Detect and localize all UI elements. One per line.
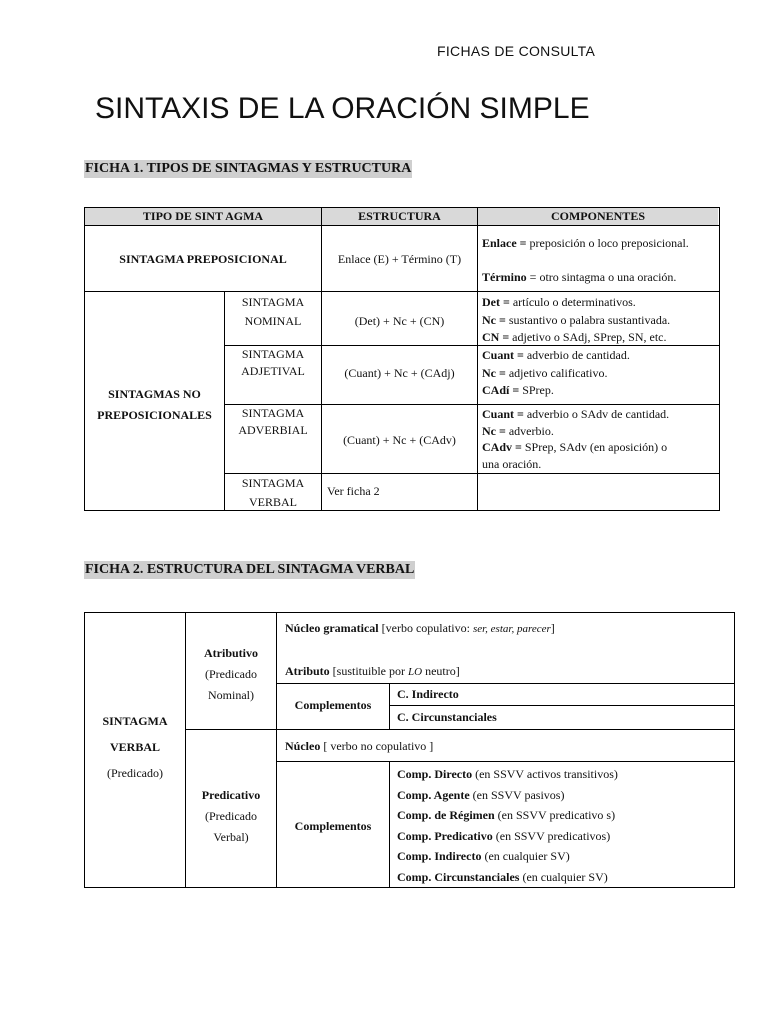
col-divider xyxy=(389,761,390,887)
list-item: Comp. Predicativo (en SSVV predicativos) xyxy=(397,828,611,843)
atributivo-label: Atributivo (Predicado Nominal) xyxy=(204,646,258,702)
row-divider xyxy=(389,705,734,706)
list-item: Comp. Indirecto (en cualquier SV) xyxy=(397,849,570,863)
atr-comp-indirecto: C. Indirecto xyxy=(397,687,459,701)
col-divider xyxy=(276,612,277,887)
page-title: SINTAXIS DE LA ORACIÓN SIMPLE xyxy=(95,92,590,125)
list-item: Comp. de Régimen (en SSVV predicativo s) xyxy=(397,808,616,822)
predicativo-label: Predicativo (Predicado Verbal) xyxy=(201,788,261,844)
row-divider xyxy=(276,761,734,762)
estructura-verbal: Ver ficha 2 xyxy=(327,484,380,498)
tipo-adverbial: SINTAGMA ADVERBIAL xyxy=(238,406,308,437)
comp-line: Término = otro sintagma o una oración. xyxy=(482,270,677,284)
comp-adjetival: Cuant = adverbio de cantidad. Nc = adjetivo calificativo. CAdí = SPrep. xyxy=(482,348,630,397)
col-divider xyxy=(477,207,478,510)
tipo-no-preposicionales: SINTAGMAS NO PREPOSICIONALES xyxy=(97,387,212,422)
atributo: Atributo [sustituible por LO neutro] xyxy=(285,664,460,678)
tipo-verbal: SINTAGMA VERBAL xyxy=(241,476,305,509)
row-divider xyxy=(84,225,719,226)
atributivo-complementos-label: Complementos xyxy=(294,698,372,712)
nucleo-gramatical: Núcleo gramatical [verbo copulativo: ser, estar, parecer] xyxy=(285,621,555,635)
nucleo-predicativo: Núcleo [ verbo no copulativo ] xyxy=(285,739,434,753)
col-divider xyxy=(389,683,390,729)
estructura-preposicional: Enlace (E) + Término (T) xyxy=(337,252,462,266)
estructura-nominal: (Det) + Nc + (CN) xyxy=(354,314,445,328)
predicativo-complementos-label: Complementos xyxy=(294,819,372,833)
comp-adverbial: Cuant = adverbio o SAdv de cantidad. Nc = adverbio. CAdv = SPrep, SAdv (en aposición) o una oración. xyxy=(482,407,670,471)
tipo-adjetival: SINTAGMA ADJETIVAL xyxy=(241,347,305,378)
estructura-adverbial: (Cuant) + Nc + (CAdv) xyxy=(343,433,456,447)
page-header: FICHAS DE CONSULTA xyxy=(437,43,596,59)
list-item: Comp. Agente (en SSVV pasivos) xyxy=(397,787,565,802)
comp-line: Enlace = preposición o loco preposicional. xyxy=(482,236,689,250)
estructura-adjetival: (Cuant) + Nc + (CAdj) xyxy=(344,366,455,380)
sv-label: SINTAGMA VERBAL (Predicado) xyxy=(102,714,168,780)
list-item: Comp. Directo (en SSVV activos transitivos) xyxy=(397,767,618,781)
atr-comp-circunstanciales: C. Circunstanciales xyxy=(397,710,497,724)
col-header-componentes: COMPONENTES xyxy=(478,208,718,225)
row-divider xyxy=(185,729,734,730)
col-header-estructura: ESTRUCTURA xyxy=(322,208,477,225)
row-divider xyxy=(276,683,734,684)
tipo-nominal: SINTAGMA NOMINAL xyxy=(241,295,305,328)
ficha1-heading: FICHA 1. TIPOS DE SINTAGMAS Y ESTRUCTURA xyxy=(85,161,412,176)
tipo-preposicional: SINTAGMA PREPOSICIONAL xyxy=(119,252,287,266)
comp-nominal: Det = artículo o determinativos. Nc = sustantivo o palabra sustantivada. CN = adjetivo o SAdj, SPrep, SN, etc. xyxy=(482,295,671,344)
ficha2-heading: FICHA 2. ESTRUCTURA DEL SINTAGMA VERBAL xyxy=(85,562,415,577)
col-header-tipo: TIPO DE SINT AGMA xyxy=(85,208,321,225)
row-divider xyxy=(84,291,719,292)
list-item: Comp. Circunstanciales (en cualquier SV) xyxy=(397,869,608,884)
pred-comp-list xyxy=(397,764,618,887)
